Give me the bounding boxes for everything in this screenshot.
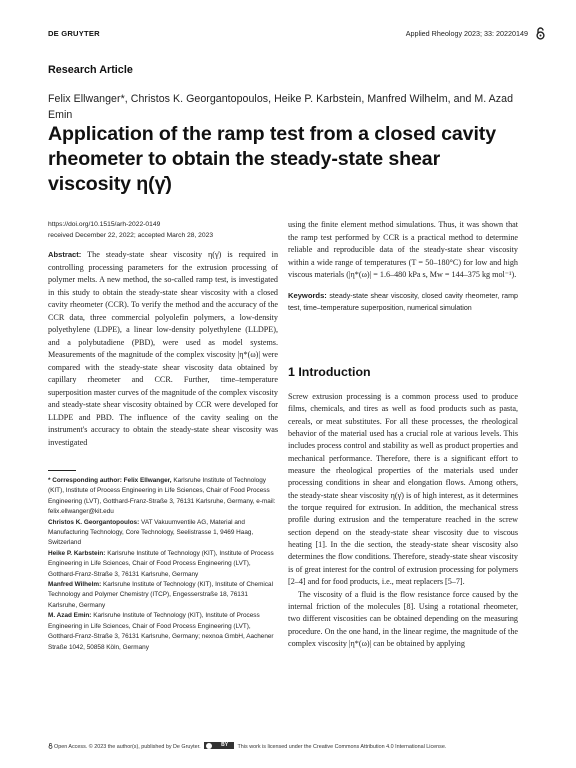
left-column: [48, 219, 278, 449]
intro-paragraph: Screw extrusion processing is a common process used to produce films, chemicals, and tires as well as food products such as pasta, cereals, or meat substitutes. For all these processes, the rheological behavior of the material used has a crucial role at various levels. This includes process control and stability as well as product properties and mechanical performance. Therefore, there is a significant effort to measure the rheological properties of the materials used under processing conditions in shear and elongation flows. Among others, the steady-state shear viscosity η(γ̇) is of high interest, as it determines the torque required for extrusion. In addition, the mechanical stress profile during extrusion and the temperature reached in the screw section depend on the steady-state shear viscosity due to viscous heating [1]. In the die section, the steady-state shear viscosity also determines the flow conditions. Therefore, steady-state shear viscosity is of great interest for the control of extrusion processing for polymers [2–4] and for food products, i.e., meat replacers [5–7].: [288, 392, 518, 587]
open-access-icon: [48, 743, 53, 749]
author-list: Felix Ellwanger*, Christos K. Georgantopoulos, Heike P. Karbstein, Manfred Wilhelm, and M. Azad Emin: [48, 93, 514, 121]
page-footer: [48, 742, 528, 752]
section-heading-introduction: 1 Introduction: [288, 365, 371, 379]
open-access-icon: [535, 27, 546, 40]
doi-link[interactable]: https://doi.org/10.1515/arh-2022-0149: [48, 221, 161, 228]
article-type: Research Article: [48, 64, 133, 76]
footnote-divider: [48, 470, 76, 471]
abstract-left: [48, 249, 278, 449]
footnote-item: Christos K. Georgantopoulos: VAT Vakuumventile AG, Material and Manufacturing Technology, Core Technology, Seelistrasse 1, 9469 Haag, Switzerland: [48, 518, 254, 547]
abstract-text-right: using the finite element method simulations. Thus, it was shown that the ramp test performed by CCR is a practical method to determine reliable and reproducible data of the steady-state shear viscosity within a wide range of temperatures (T = 50–180°C) for low and high viscous materials (|η*(ω)| = 1.6–480 kPa s, Mw = 144–375 kg mol⁻¹).: [288, 220, 518, 279]
footnote-item: * Corresponding author: Felix Ellwanger, Karlsruhe Institute of Technology (KIT), Institute of Process Engineering in Life Sciences, Chair of Food Process Engineering (LVT), Gotthard-Franz-Straße 3, 76131 Karlsruhe, Germany, e-mail: felix.ellwanger@kit.edu: [48, 477, 276, 516]
license-statement: This work is licensed under the Creative Commons Attribution 4.0 International License.: [237, 744, 447, 750]
affiliations-footnotes: [48, 476, 278, 653]
article-dates: received December 22, 2022; accepted March 28, 2023: [48, 232, 214, 239]
introduction-body: [288, 391, 518, 650]
keywords-label: Keywords:: [288, 290, 327, 300]
abstract-text-left: The steady-state shear viscosity η(γ̇) is required in controlling processing parameters for the extrusion processing of polymer melts. A new method, the so-called ramp test, is investigated in this study to obtain the steady-state shear viscosity with a closed cavity rheometer (CCR). To verify the method and the accuracy of the CCR data, three commercial polyolefin polymers, a low-density polyethylene (LDPE), a linear low-density polyethylene (LLDPE), and a polybutadiene (PBD), were used as model systems. Measurements of the magnitude of the complex viscosity |η*(ω)| were compared with the steady-state shear viscosity data obtained by capillary rheometer and CCR. Further, time–temperature superposition master curves of the magnitude of the complex viscosity and steady-state shear viscosity obtained by CCR were developed for LLDPE and PBD. The influence of the cavity sealing on the instrument's accuracy to obtain the steady-state shear viscosity was investigated: [48, 250, 279, 447]
page-header: [48, 29, 546, 43]
footnote-item: Heike P. Karbstein: Karlsruhe Institute of Technology (KIT), Institute of Process Engineering in Life Sciences, Chair of Food Process Engineering (LVT), Gotthard-Franz-Straße 3, 76131 Karlsruhe, Germany: [48, 549, 274, 578]
keywords-text: steady-state shear viscosity, closed cavity rheometer, ramp test, time–temperature superposition, numerical simulation: [288, 291, 518, 312]
right-column: [288, 219, 518, 314]
journal-citation: Applied Rheology 2023; 33: 20220149: [405, 29, 528, 38]
article-title: Application of the ramp test from a closed cavity rheometer to obtain the steady-state shear viscosity η(γ̇): [48, 123, 497, 195]
keywords-block: [288, 290, 518, 314]
intro-paragraph: The viscosity of a fluid is the flow resistance force caused by the internal friction of the molecules [8]. Using a rotational rheometer, two different viscosities can be obtained depending on the measuring procedure. On the one hand, in the linear regime, the magnitude of the complex viscosity |η*(ω)| can be obtained by applying: [288, 589, 518, 648]
cc-by-icon: [204, 742, 234, 749]
footnote-item: M. Azad Emin: Karlsruhe Institute of Technology (KIT), Institute of Process Engineering in Life Sciences, Chair of Food Process Engineering (LVT), Gotthard-Franz-Straße 3, 76131 Karlsruhe, Germany; nexnoa GmbH, Aachener Straße 1042, 50858 Köln, Germany: [48, 612, 274, 651]
footnote-item: Manfred Wilhelm: Karlsruhe Institute of Technology (KIT), Institute of Chemical Technology and Polymer Chemistry (ITCP), Engesserstraße 18, 76131 Karlsruhe, Germany: [48, 581, 274, 609]
publisher-name: DE GRUYTER: [48, 29, 100, 38]
abstract-label: Abstract:: [48, 250, 82, 259]
open-access-statement: Open Access. © 2023 the author(s), published by De Gruyter.: [54, 744, 201, 750]
